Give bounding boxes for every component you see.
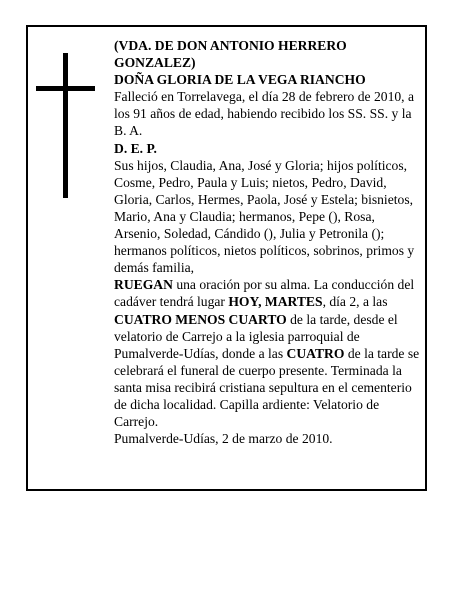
family-list: Sus hijos, Claudia, Ana, José y Gloria; hijos políticos, Cosme, Pedro, Paula y Luis; nietos, Pedro, David, Gloria, Carlos, Hermes, Paola, José y Estela; bisnietos, Mario, Ana y Claudia; hermanos, Pepe (), Rosa, Arsenio, Soledad, Cándido (), Julia y Petronila (); hermanos políticos, nietos políticos, sobrinos, primos y demás familia, bbox=[114, 157, 415, 276]
ruegan-label: RUEGAN bbox=[114, 277, 173, 293]
funeral-details bbox=[114, 276, 420, 430]
cross-icon bbox=[36, 53, 95, 198]
funeral-text-1: una oración por su alma. La conducción del cadáver tendrá lugar bbox=[114, 277, 415, 310]
mass-time: CUATRO bbox=[286, 345, 345, 361]
funeral-text-3: de la tarde, desde el velatorio de Carrejo a la iglesia parroquial de Pumalverde-Udías, donde a las bbox=[114, 311, 398, 361]
funeral-text-2: , día 2, a las bbox=[322, 294, 388, 310]
departure-time: CUATRO MENOS CUARTO bbox=[114, 311, 287, 327]
dep-line: D. E. P. bbox=[114, 140, 157, 156]
deceased-name: DOÑA GLORIA DE LA VEGA RIANCHO bbox=[114, 72, 366, 88]
funeral-day: HOY, MARTES bbox=[228, 294, 323, 310]
obituary-text bbox=[114, 37, 420, 447]
cross-vertical-bar bbox=[63, 53, 68, 198]
widow-of-line: (VDA. DE DON ANTONIO HERRERO GONZALEZ) bbox=[114, 38, 347, 71]
place-date: Pumalverde-Udías, 2 de marzo de 2010. bbox=[114, 431, 333, 447]
cross-horizontal-bar bbox=[36, 86, 95, 91]
funeral-text-4: de la tarde se celebrará el funeral de cuerpo presente. Terminada la santa misa recibirá cristiana sepultura en el cementerio de dicha localidad. Capilla ardiente: Velatorio de Carrejo. bbox=[114, 345, 420, 430]
death-info: Falleció en Torrelavega, el día 28 de febrero de 2010, a los 91 años de edad, habiendo recibido los SS. SS. y la B. A. bbox=[114, 89, 414, 139]
